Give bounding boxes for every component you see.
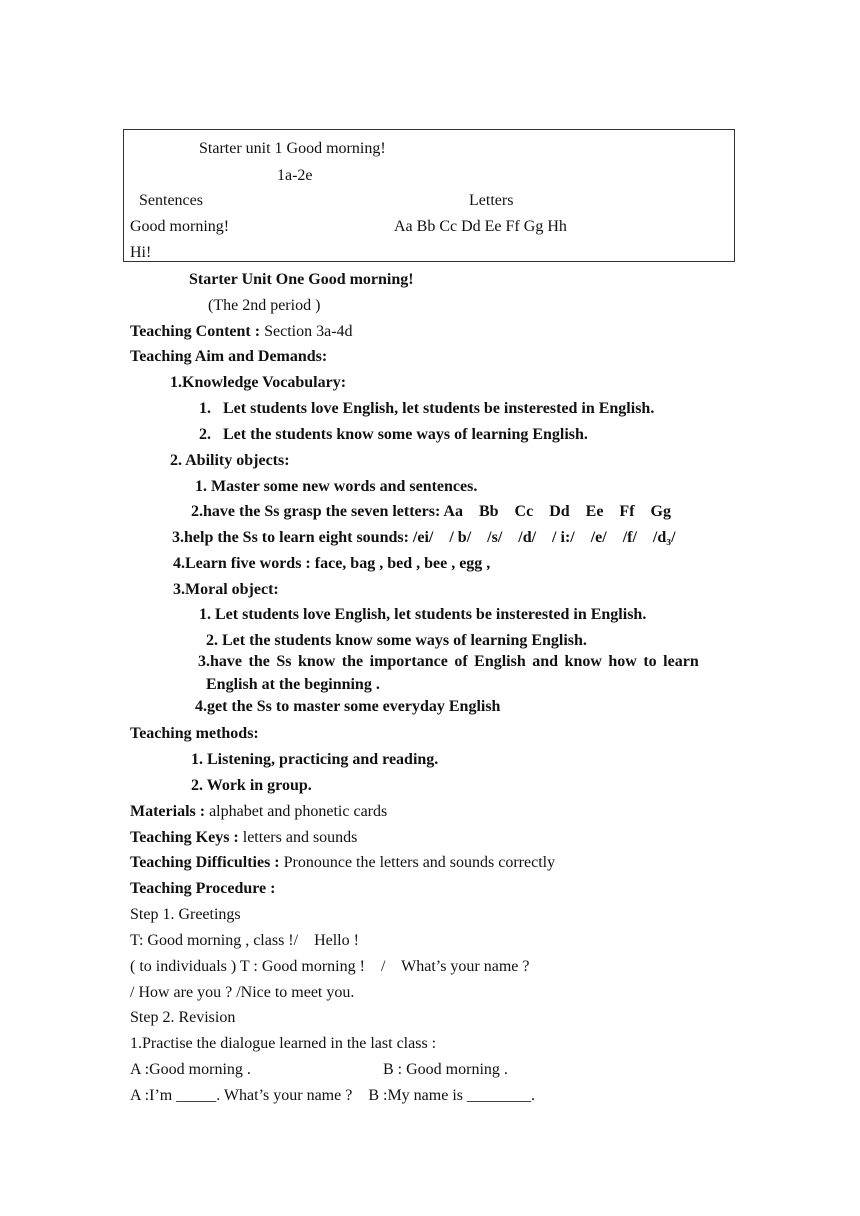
teaching-content <box>130 322 353 342</box>
teaching-keys-label: Teaching Keys : <box>130 829 239 846</box>
procedure-line: / How are you ? /Nice to meet you. <box>130 984 355 1001</box>
method-item: 2. Work in group. <box>191 777 312 794</box>
procedure-heading: Teaching Procedure : <box>130 880 276 897</box>
teaching-difficulties-value: Pronounce the letters and sounds correctly <box>279 854 556 871</box>
dialogue-line-a: A :Good morning . <box>130 1061 251 1078</box>
aim-heading: Teaching Aim and Demands: <box>130 348 328 365</box>
procedure-line: 1.Practise the dialogue learned in the last class : <box>130 1035 437 1052</box>
knowledge-item: 1. Let students love English, let students be insterested in English. <box>199 400 655 417</box>
knowledge-item: 2. Let the students know some ways of learning English. <box>199 426 588 443</box>
box-letters: Aa Bb Cc Dd Ee Ff Gg Hh <box>394 218 567 235</box>
ability-item: 3.help the Ss to learn eight sounds: /ei/ / b/ /s/ /d/ / i:/ /e/ /f/ /d₃/ <box>172 529 676 546</box>
box-sentence: Hi! <box>130 244 152 261</box>
materials-value: alphabet and phonetic cards <box>205 803 388 820</box>
teaching-content-value: Section 3a-4d <box>260 323 353 340</box>
teaching-content-label: Teaching Content : <box>130 323 261 340</box>
ability-item: 1. Master some new words and sentences. <box>195 478 478 495</box>
box-letters-header: Letters <box>469 192 514 209</box>
dialogue-line: A :I’m _____. What’s your name ? B :My name is ________. <box>130 1087 535 1104</box>
ability-heading: 2. Ability objects: <box>170 452 290 469</box>
procedure-line: ( to individuals ) T : Good morning ! / What’s your name ? <box>130 958 530 975</box>
moral-item: 2. Let the students know some ways of learning English. <box>206 632 587 649</box>
ability-item: 2.have the Ss grasp the seven letters: Aa Bb Cc Dd Ee Ff Gg <box>191 503 671 520</box>
box-sentence: Good morning! <box>130 218 230 235</box>
moral-item-continued: English at the beginning . <box>206 676 380 693</box>
box-title: Starter unit 1 Good morning! <box>199 140 386 157</box>
procedure-line: T: Good morning , class !/ Hello ! <box>130 932 359 949</box>
box-subtitle: 1a-2e <box>277 167 313 184</box>
moral-item: 1. Let students love English, let students be insterested in English. <box>199 606 647 623</box>
doc-title: Starter Unit One Good morning! <box>189 271 414 288</box>
teaching-difficulties-label: Teaching Difficulties : <box>130 854 280 871</box>
summary-box <box>123 129 735 262</box>
period-label: (The 2nd period ) <box>208 297 321 314</box>
materials <box>130 802 387 822</box>
teaching-keys-value: letters and sounds <box>238 829 358 846</box>
methods-heading: Teaching methods: <box>130 725 259 742</box>
moral-item: 4.get the Ss to master some everyday English <box>195 698 501 715</box>
box-sentences-header: Sentences <box>139 192 203 209</box>
procedure-line: Step 2. Revision <box>130 1009 236 1026</box>
method-item: 1. Listening, practicing and reading. <box>191 751 439 768</box>
procedure-line: Step 1. Greetings <box>130 906 241 923</box>
knowledge-heading: 1.Knowledge Vocabulary: <box>170 374 347 391</box>
ability-item: 4.Learn five words : face, bag , bed , bee , egg , <box>173 555 491 572</box>
materials-label: Materials : <box>130 803 206 820</box>
teaching-keys <box>130 828 357 848</box>
moral-heading: 3.Moral object: <box>173 581 279 598</box>
teaching-difficulties <box>130 853 555 873</box>
moral-item: 3.have the Ss know the importance of English and know how to learn <box>198 653 699 670</box>
dialogue-line-b: B : Good morning . <box>383 1061 508 1078</box>
